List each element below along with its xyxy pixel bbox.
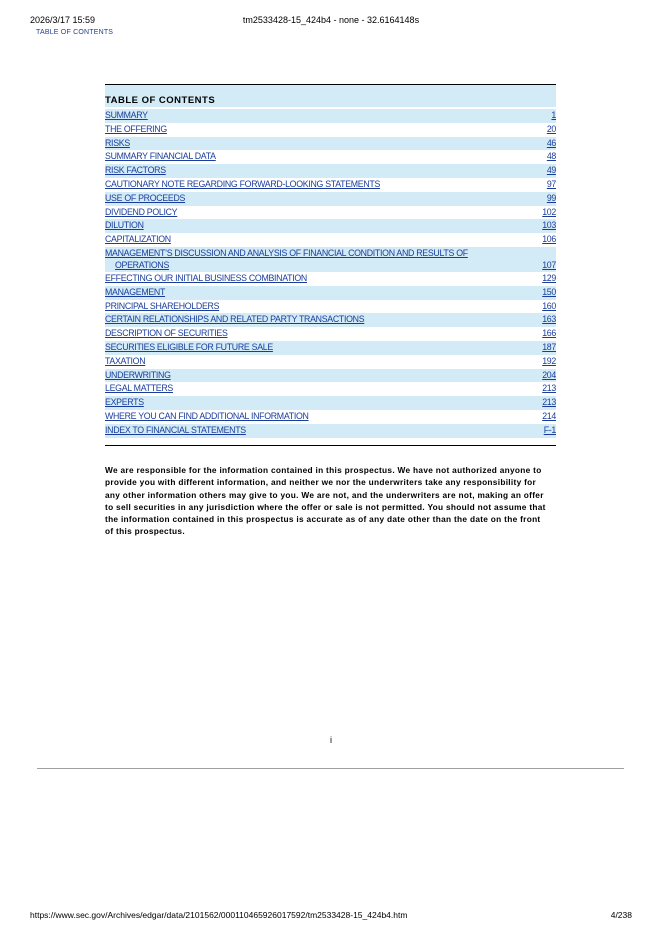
toc-page-link[interactable]: 129	[542, 272, 556, 283]
toc-entry-label	[105, 424, 536, 438]
responsibility-notice: We are responsible for the information contained in this prospectus. We have not authorized anyone to provide you with different information, and neither we nor the underwriters take any responsibility for any other information others may give to you. We are not, and the underwriters are not, making an offer to sell securities in any jurisdiction where the offer or sale is not permitted. You should not assume that the information contained in this prospectus is accurate as of any date other than the date on the front of this prospectus.	[105, 465, 546, 537]
page-divider	[37, 768, 624, 769]
toc-row	[105, 341, 556, 355]
toc-page-link[interactable]: 213	[542, 397, 556, 408]
toc-entry-label	[105, 164, 539, 178]
toc-entry-page	[534, 233, 556, 247]
toc-entry-link[interactable]: SUMMARY	[105, 110, 148, 120]
toc-entry-page	[543, 109, 556, 123]
toc-page-link[interactable]: 160	[542, 300, 556, 311]
toc-entry-link[interactable]: CAUTIONARY NOTE REGARDING FORWARD-LOOKING STATEMENTS	[105, 178, 381, 189]
toc-row	[105, 233, 556, 247]
toc-entry-link[interactable]: EXPERTS	[105, 397, 144, 408]
toc-entry-link[interactable]: USE OF PROCEEDS	[105, 192, 186, 203]
toc-page-link[interactable]: 106	[542, 234, 556, 245]
toc-entry-link[interactable]: THE OFFERING	[105, 123, 167, 134]
toc-entry-label	[105, 369, 534, 383]
toc-entry-label	[105, 313, 534, 327]
toc-entry-link[interactable]: MANAGEMENT’S DISCUSSION AND ANALYSIS OF FINANCIAL CONDITION AND RESULTS OF	[105, 247, 468, 258]
toc-entry-label	[105, 410, 534, 424]
footer-page-count: 4/238	[610, 910, 632, 920]
toc-entry-page	[534, 313, 556, 327]
toc-entry-page	[534, 410, 556, 424]
toc-entry-page	[539, 178, 556, 192]
toc-row	[105, 164, 556, 178]
toc-row	[105, 313, 556, 327]
page-number: i	[330, 735, 332, 745]
toc-page-link[interactable]: 99	[546, 192, 556, 203]
toc-page-link[interactable]: 49	[546, 165, 556, 176]
toc-entry-page	[534, 300, 556, 314]
toc-page-link[interactable]: 48	[546, 151, 556, 162]
toc-page-link[interactable]: 107	[542, 259, 556, 270]
toc-entry-link[interactable]: UNDERWRITING	[105, 369, 171, 380]
toc-entry-label	[105, 286, 534, 300]
toc-entry-label	[105, 192, 539, 206]
toc-page-link[interactable]: 166	[542, 328, 556, 339]
toc-entry-page	[539, 150, 556, 164]
toc-entry-link[interactable]: DILUTION	[105, 220, 144, 231]
toc-entry-page	[539, 192, 556, 206]
toc-entry-page	[534, 272, 556, 286]
toc-page-link[interactable]: 46	[546, 137, 556, 148]
toc-page-link[interactable]: 204	[542, 369, 556, 380]
toc-row	[105, 192, 556, 206]
toc-entry-label	[105, 272, 534, 286]
toc-entry-label	[105, 150, 539, 164]
toc-entry-label	[105, 233, 534, 247]
toc-entry-label	[105, 206, 534, 220]
toc-row	[105, 327, 556, 341]
toc-entry-link[interactable]: RISKS	[105, 137, 130, 148]
toc-page-link[interactable]: 213	[542, 383, 556, 394]
toc-entry-page	[534, 259, 556, 271]
toc-entry-page	[534, 382, 556, 396]
toc-entry-label	[105, 219, 534, 233]
toc-page-link[interactable]: 214	[542, 410, 556, 421]
toc-row	[105, 178, 556, 192]
toc-row	[105, 247, 556, 272]
toc-entry-link[interactable]: SUMMARY FINANCIAL DATA	[105, 151, 216, 162]
toc-entry-link[interactable]: EFFECTING OUR INITIAL BUSINESS COMBINATION	[105, 272, 307, 283]
toc-entry-label	[105, 247, 534, 271]
toc-entry-label	[105, 396, 534, 410]
toc-row	[105, 219, 556, 233]
toc-entry-page	[534, 219, 556, 233]
print-doc-title: tm2533428-15_424b4 - none - 32.6164148s	[242, 15, 420, 25]
toc-entry-link[interactable]: CAPITALIZATION	[105, 234, 171, 245]
toc-entry-page	[539, 164, 556, 178]
toc-row	[105, 355, 556, 369]
toc-entry-page	[534, 369, 556, 383]
toc-page-link[interactable]: 97	[546, 178, 556, 189]
toc-row	[105, 109, 556, 123]
table-of-contents	[105, 84, 556, 446]
toc-entry-page	[534, 341, 556, 355]
toc-entry-label	[105, 355, 534, 369]
toc-entry-link-continued[interactable]: OPERATIONS	[115, 259, 170, 270]
toc-entry-label	[105, 109, 543, 123]
toc-row	[105, 396, 556, 410]
toc-entry-link[interactable]: LEGAL MATTERS	[105, 383, 173, 394]
toc-entry-page	[536, 424, 556, 438]
toc-entry-link[interactable]: TAXATION	[105, 355, 146, 366]
toc-page-link[interactable]: 1	[551, 110, 556, 120]
toc-row	[105, 123, 556, 137]
toc-entry-link[interactable]: MANAGEMENT	[105, 286, 166, 297]
toc-entry-label	[105, 300, 534, 314]
toc-row	[105, 272, 556, 286]
toc-page-link[interactable]: 20	[546, 123, 556, 134]
toc-entry-label	[105, 137, 539, 151]
toc-entry-link[interactable]: DIVIDEND POLICY	[105, 206, 178, 217]
toc-entry-link[interactable]: DESCRIPTION OF SECURITIES	[105, 328, 228, 339]
toc-page-link[interactable]: 102	[542, 206, 556, 217]
toc-page-link[interactable]: 187	[542, 341, 556, 352]
toc-entry-link[interactable]: WHERE YOU CAN FIND ADDITIONAL INFORMATION	[105, 410, 309, 421]
toc-entry-label	[105, 327, 534, 341]
table-of-contents-link[interactable]: TABLE OF CONTENTS	[36, 29, 114, 36]
toc-page-link[interactable]: 163	[542, 314, 556, 325]
toc-page-link[interactable]: 192	[542, 355, 556, 366]
toc-entry-page	[534, 286, 556, 300]
toc-entry-page	[534, 327, 556, 341]
toc-entry-page	[534, 206, 556, 220]
toc-row	[105, 206, 556, 220]
toc-list	[105, 109, 556, 438]
toc-page-link[interactable]: 150	[542, 286, 556, 297]
toc-title: TABLE OF CONTENTS	[105, 85, 556, 107]
toc-page-link[interactable]: 103	[542, 220, 556, 231]
toc-row	[105, 410, 556, 424]
toc-row	[105, 424, 556, 438]
toc-row	[105, 150, 556, 164]
toc-entry-label	[105, 382, 534, 396]
toc-entry-label	[105, 178, 539, 192]
toc-row	[105, 137, 556, 151]
toc-row	[105, 382, 556, 396]
toc-entry-page	[534, 396, 556, 410]
toc-entry-link[interactable]: SECURITIES ELIGIBLE FOR FUTURE SALE	[105, 341, 273, 352]
toc-row	[105, 369, 556, 383]
toc-page-link[interactable]: F-1	[543, 424, 556, 435]
toc-entry-page	[534, 355, 556, 369]
toc-row	[105, 300, 556, 314]
toc-entry-label	[105, 123, 539, 137]
toc-entry-link[interactable]: PRINCIPAL SHAREHOLDERS	[105, 300, 220, 311]
toc-entry-page	[539, 137, 556, 151]
toc-entry-link[interactable]: INDEX TO FINANCIAL STATEMENTS	[105, 424, 246, 435]
footer-url: https://www.sec.gov/Archives/edgar/data/2101562/000110465926017592/tm2533428-15_424b4.htm	[30, 910, 408, 920]
toc-entry-link[interactable]: CERTAIN RELATIONSHIPS AND RELATED PARTY TRANSACTIONS	[105, 314, 365, 325]
print-datetime: 2026/3/17 15:59	[30, 15, 96, 25]
toc-entry-label	[105, 341, 534, 355]
toc-entry-page	[539, 123, 556, 137]
toc-entry-link[interactable]: RISK FACTORS	[105, 165, 166, 176]
toc-row	[105, 286, 556, 300]
